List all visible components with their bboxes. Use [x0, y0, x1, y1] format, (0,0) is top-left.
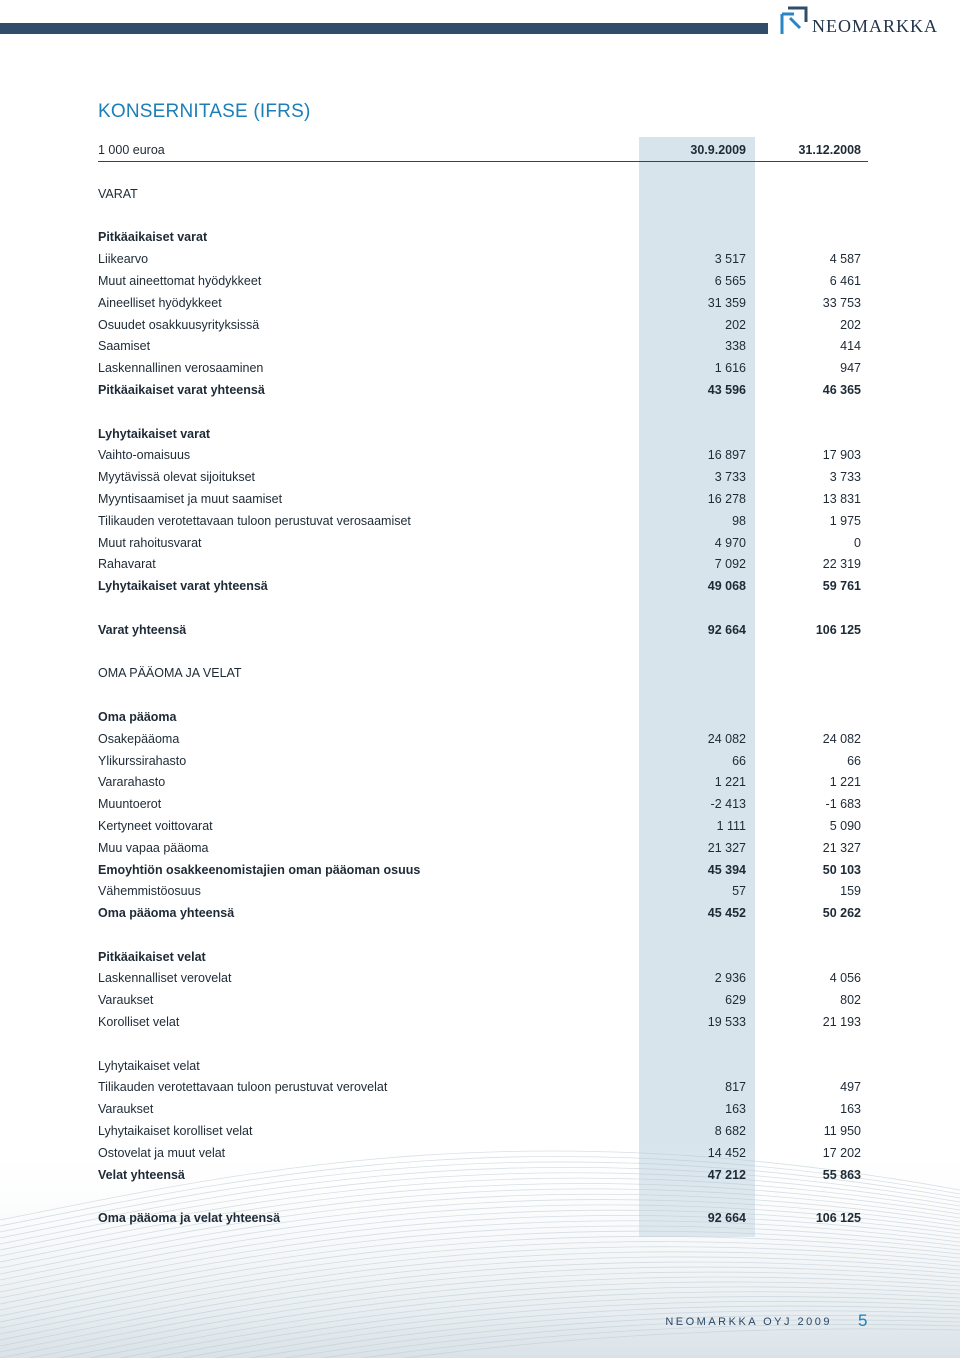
row-label: Liikearvo	[98, 252, 149, 267]
row-label: Lyhytaikaiset velat	[98, 1058, 200, 1073]
page-number: 5	[858, 1311, 868, 1330]
table-row	[98, 838, 868, 860]
table-row	[98, 1077, 868, 1099]
row-label: Tilikauden verotettavaan tuloon perustuvat verosaamiset	[98, 513, 411, 528]
value-2008: 17 202	[822, 1145, 861, 1160]
value-2008: 55 863	[822, 1167, 861, 1182]
value-2009: 1 221	[714, 775, 746, 790]
row-label: Vähemmistöosuus	[98, 884, 201, 899]
value-2008: 31.12.2008	[798, 143, 861, 157]
value-2008: 4 056	[829, 971, 861, 986]
table-row	[98, 445, 868, 467]
value-2009: 16 897	[707, 448, 746, 463]
row-label: Myyntisaamiset ja muut saamiset	[98, 491, 283, 506]
table-row	[98, 315, 868, 337]
row-label: Osakepääoma	[98, 731, 180, 746]
table-row	[98, 881, 868, 903]
table-row	[98, 467, 868, 489]
value-2009: 92 664	[707, 1211, 746, 1226]
table-row	[98, 162, 868, 184]
value-2009: 21 327	[707, 840, 746, 855]
value-2008: 202	[840, 317, 861, 332]
table-row	[98, 489, 868, 511]
value-2009: 2 936	[714, 971, 746, 986]
value-2009: 57	[732, 884, 746, 899]
row-label: Saamiset	[98, 339, 151, 354]
logo-text: NEOMARKKA	[812, 16, 938, 36]
row-label: Aineelliset hyödykkeet	[98, 295, 222, 310]
table-row	[98, 1143, 868, 1165]
value-2008: 5 090	[829, 818, 861, 833]
row-label: Korolliset velat	[98, 1015, 180, 1030]
value-2008: 163	[840, 1102, 861, 1117]
table-row	[98, 533, 868, 555]
table-row	[98, 1186, 868, 1208]
header-bar	[0, 23, 768, 34]
value-2009: 7 092	[714, 557, 746, 572]
value-2009: 30.9.2009	[690, 143, 746, 157]
value-2009: 338	[725, 339, 746, 354]
row-label: 1 000 euroa	[98, 143, 165, 157]
table-row	[98, 227, 868, 249]
value-2009: 92 664	[707, 622, 746, 637]
value-2008: 414	[840, 339, 861, 354]
table-row	[98, 511, 868, 533]
table-row	[98, 816, 868, 838]
value-2008: -1 683	[825, 797, 861, 812]
row-label: Velat yhteensä	[98, 1167, 185, 1182]
value-2009: 163	[725, 1102, 746, 1117]
value-2008: 497	[840, 1080, 861, 1095]
row-label: Muut rahoitusvarat	[98, 535, 202, 550]
value-2009: 3 517	[714, 252, 746, 267]
value-2009: 16 278	[707, 491, 746, 506]
row-label: Ylikurssirahasto	[98, 753, 187, 768]
table-row	[98, 968, 868, 990]
row-label: Tilikauden verotettavaan tuloon perustuvat verovelat	[98, 1080, 388, 1095]
row-label: Lyhytaikaiset varat yhteensä	[98, 579, 268, 594]
footer-company: NEOMARKKA OYJ 2009	[665, 1316, 832, 1328]
row-label: Oma pääoma	[98, 709, 177, 724]
table-row	[98, 598, 868, 620]
value-2008: 13 831	[822, 491, 861, 506]
value-2008: 159	[840, 884, 861, 899]
value-2009: 6 565	[714, 273, 746, 288]
row-label: Laskennalliset verovelat	[98, 971, 232, 986]
value-2009: 4 970	[714, 535, 746, 550]
value-2009: 14 452	[707, 1145, 746, 1160]
table-row	[98, 1056, 868, 1078]
table-row	[98, 947, 868, 969]
row-label: OMA PÄÄOMA JA VELAT	[98, 666, 242, 681]
row-label: Varat yhteensä	[98, 622, 187, 637]
value-2008: 22 319	[822, 557, 861, 572]
row-label: Vararahasto	[98, 775, 166, 790]
table-row	[98, 1034, 868, 1056]
table-row	[98, 794, 868, 816]
table-row	[98, 729, 868, 751]
table-row	[98, 554, 868, 576]
table-row	[98, 925, 868, 947]
value-2009: 47 212	[707, 1167, 746, 1182]
table-header-row	[98, 140, 868, 162]
value-2008: 106 125	[815, 622, 861, 637]
table-row	[98, 1121, 868, 1143]
table-row	[98, 663, 868, 685]
table-row	[98, 1165, 868, 1187]
table-row	[98, 424, 868, 446]
value-2009: -2 413	[710, 797, 746, 812]
table-row	[98, 772, 868, 794]
value-2009: 24 082	[707, 731, 746, 746]
value-2009: 1 111	[716, 818, 746, 833]
table-row	[98, 685, 868, 707]
table-row	[98, 380, 868, 402]
row-label: Kertyneet voittovarat	[98, 818, 213, 833]
value-2009: 8 682	[714, 1124, 746, 1139]
company-logo	[778, 4, 948, 38]
table-row	[98, 293, 868, 315]
value-2009: 629	[725, 993, 746, 1008]
row-label: Varaukset	[98, 1102, 154, 1117]
value-2008: 17 903	[822, 448, 861, 463]
value-2008: 1 975	[829, 513, 861, 528]
row-label: Emoyhtiön osakkeenomistajien oman pääoman osuus	[98, 862, 421, 877]
value-2008: 1 221	[829, 775, 861, 790]
table-row	[98, 751, 868, 773]
neomarkka-logo-icon	[778, 4, 812, 38]
value-2008: 4 587	[829, 252, 861, 267]
value-2008: 46 365	[822, 382, 861, 397]
row-label: Muut aineettomat hyödykkeet	[98, 273, 262, 288]
table-row	[98, 249, 868, 271]
value-2008: 24 082	[822, 731, 861, 746]
table-row	[98, 184, 868, 206]
value-2009: 45 394	[707, 862, 746, 877]
table-row	[98, 990, 868, 1012]
table-row	[98, 707, 868, 729]
value-2009: 817	[725, 1080, 746, 1095]
value-2008: 802	[840, 993, 861, 1008]
value-2009: 98	[732, 513, 746, 528]
row-label: Osuudet osakkuusyrityksissä	[98, 317, 260, 332]
value-2009: 31 359	[707, 295, 746, 310]
value-2008: 66	[847, 753, 861, 768]
value-2009: 43 596	[707, 382, 746, 397]
row-label: Lyhytaikaiset korolliset velat	[98, 1124, 253, 1139]
table-row	[98, 336, 868, 358]
table-row	[98, 358, 868, 380]
row-label: Ostovelat ja muut velat	[98, 1145, 226, 1160]
table-row	[98, 1208, 868, 1230]
row-label: Muu vapaa pääoma	[98, 840, 209, 855]
row-label: Oma pääoma yhteensä	[98, 906, 235, 921]
value-2008: 21 193	[822, 1015, 861, 1030]
row-label: Myytävissä olevat sijoitukset	[98, 470, 256, 485]
row-label: Vaihto-omaisuus	[98, 448, 191, 463]
row-label: Varaukset	[98, 993, 154, 1008]
row-label: Pitkäaikaiset varat	[98, 230, 208, 245]
value-2008: 106 125	[815, 1211, 861, 1226]
table-row	[98, 642, 868, 664]
row-label: Lyhytaikaiset varat	[98, 426, 211, 441]
value-2008: 947	[840, 361, 861, 376]
row-label: Muuntoerot	[98, 797, 162, 812]
value-2009: 66	[732, 753, 746, 768]
value-2008: 50 103	[822, 862, 861, 877]
value-2008: 0	[854, 535, 861, 550]
value-2009: 1 616	[714, 361, 746, 376]
row-label: Rahavarat	[98, 557, 156, 572]
table-row	[98, 1012, 868, 1034]
row-label: Pitkäaikaiset velat	[98, 949, 206, 964]
row-label: Pitkäaikaiset varat yhteensä	[98, 382, 265, 397]
value-2008: 50 262	[822, 906, 861, 921]
value-2008: 11 950	[823, 1124, 861, 1139]
value-2009: 19 533	[707, 1015, 746, 1030]
value-2008: 6 461	[829, 273, 861, 288]
row-label: Laskennallinen verosaaminen	[98, 361, 264, 376]
balance-sheet-table	[98, 140, 868, 1230]
value-2008: 21 327	[822, 840, 861, 855]
table-row	[98, 271, 868, 293]
table-row	[98, 576, 868, 598]
row-label: Oma pääoma ja velat yhteensä	[98, 1211, 281, 1226]
value-2008: 33 753	[822, 295, 861, 310]
table-row	[98, 1099, 868, 1121]
table-row	[98, 903, 868, 925]
value-2009: 202	[725, 317, 746, 332]
value-2009: 45 452	[707, 906, 746, 921]
table-row	[98, 620, 868, 642]
table-row	[98, 206, 868, 228]
row-label: VARAT	[98, 186, 138, 201]
table-row	[98, 860, 868, 882]
value-2009: 3 733	[714, 470, 746, 485]
page-title: KONSERNITASE (IFRS)	[98, 101, 311, 122]
table-row	[98, 402, 868, 424]
value-2008: 3 733	[829, 470, 861, 485]
value-2008: 59 761	[822, 579, 861, 594]
value-2009: 49 068	[707, 579, 746, 594]
